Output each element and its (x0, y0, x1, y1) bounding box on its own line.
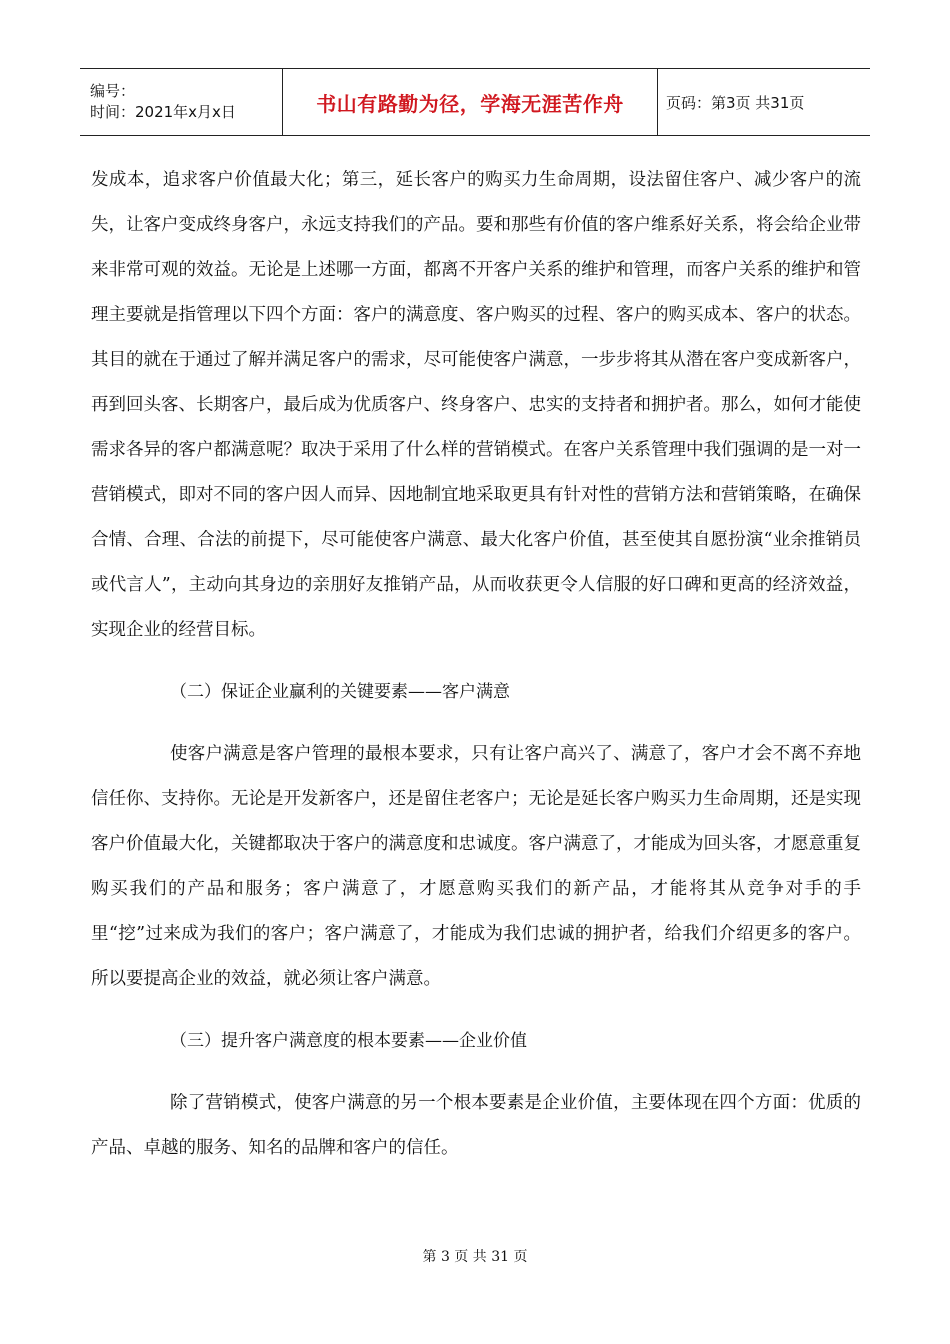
document-body (91, 158, 861, 1171)
header-page-info-cell (658, 69, 870, 135)
header-motto: 书山有路勤为径，学海无涯苦作舟 (316, 91, 624, 116)
section-heading: （二）保证企业赢利的关键要素——客户满意 (170, 682, 510, 702)
page-header (80, 68, 870, 136)
document-number-label: 编号： (90, 82, 136, 100)
header-page-info: 页码：第3页 共31页 (666, 93, 805, 112)
header-meta (80, 69, 283, 135)
section-heading: （三）提升客户满意度的根本要素——企业价值 (170, 1031, 527, 1051)
document-time-label: 时间：2021年x月x日 (90, 103, 236, 121)
body-paragraph: 发成本，追求客户价值最大化；第三，延长客户的购买力生命周期，设法留住客户、减少客户的流失，让客户变成终身客户，永远支持我们的产品。要和那些有价值的客户维系好关系，将会给企业带来非常可观的效益。无论是上述哪一方面，都离不开客户关系的维护和管理，而客户关系的维护和管理主要就是指管理以下四个方面：客户的满意度、客户购买的过程、客户的购买成本、客户的状态。其目的就在于通过了解并满足客户的需求，尽可能使客户满意，一步步将其从潜在客户变成新客户，再到回头客、长期客户，最后成为优质客户、终身客户、忠实的支持者和拥护者。那么，如何才能使需求各异的客户都满意呢？取决于采用了什么样的营销模式。在客户关系管理中我们强调的是一对一营销模式，即对不同的客户因人而异、因地制宜地采取更具有针对性的营销方法和营销策略，在确保合情、合理、合法的前提下，尽可能使客户满意、最大化客户价值，甚至使其自愿扮演“业余推销员或代言人”，主动向其身边的亲朋好友推销产品，从而收获更令人信服的好口碑和更高的经济效益，实现企业的经营目标。 (91, 170, 861, 640)
header-motto-cell (283, 69, 658, 135)
body-paragraph: 使客户满意是客户管理的最根本要求，只有让客户高兴了、满意了，客户才会不离不弃地信任你、支持你。无论是开发新客户，还是留住老客户；无论是延长客户购买力生命周期，还是实现客户价值最大化，关键都取决于客户的满意度和忠诚度。客户满意了，才能成为回头客，才愿意重复购买我们的产品和服务；客户满意了，才愿意购买我们的新产品，才能将其从竞争对手的手里“挖”过来成为我们的客户；客户满意了，才能成为我们忠诚的拥护者，给我们介绍更多的客户。所以要提高企业的效益，就必须让客户满意。 (91, 744, 861, 989)
body-paragraph: 除了营销模式，使客户满意的另一个根本要素是企业价值，主要体现在四个方面：优质的产品、卓越的服务、知名的品牌和客户的信任。 (91, 1093, 861, 1158)
page-footer: 第 3 页 共 31 页 (422, 1249, 528, 1265)
